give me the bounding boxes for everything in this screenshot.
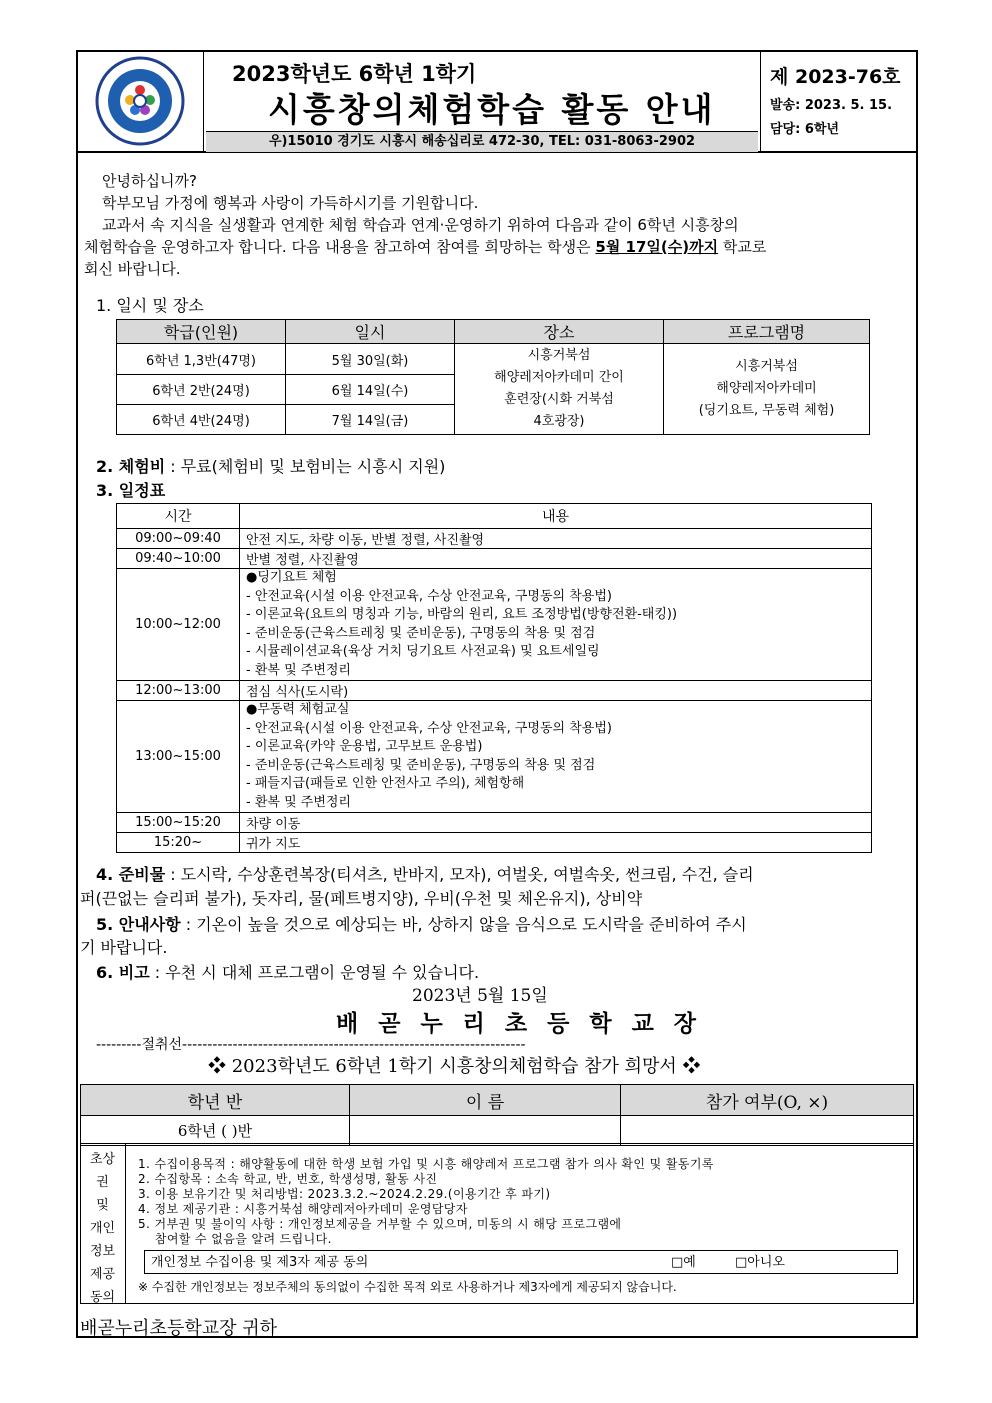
section-title [96, 478, 165, 501]
time-cell: 15:00~15:20 [117, 813, 240, 833]
program-cell [664, 344, 870, 435]
section-text: : 무료(체험비 및 보험비는 시흥시 지원) [170, 457, 446, 476]
section-text: : 기온이 높을 것으로 예상되는 바, 상하지 않을 음식으로 도시락을 준비하여 주시 [185, 915, 747, 934]
title-divider [760, 52, 761, 151]
program-line: 해양레저아카데미 [716, 381, 817, 396]
schedule-location-table [116, 319, 870, 435]
in-charge: 담당: 6학년 [770, 122, 840, 137]
header-subtitle: 2023학년도 6학년 1학기 [232, 62, 477, 86]
section-label: 6. 비고 [96, 963, 150, 982]
time-cell: 13:00~15:00 [117, 701, 240, 813]
time-cell: 15:20~ [117, 833, 240, 853]
document-number: 제 2023-76호 [770, 66, 901, 88]
content-cell: 반별 정렬, 사진촬영 [240, 549, 872, 569]
place-line: 해양레저아카데미 간이 [494, 370, 624, 385]
page-title: 시흥창의체험학습 활동 안내 [268, 90, 716, 129]
privacy-item: 참여할 수 없음을 알려 드립니다. [138, 1232, 332, 1246]
time-cell: 09:40~10:00 [117, 549, 240, 569]
place-line: 4호광장) [533, 414, 585, 429]
place-line: 훈련장(시화 거북섬 [504, 392, 614, 407]
label-line: 개인 [89, 1221, 116, 1236]
table-cell: 5월 30일(화) [286, 344, 455, 375]
label-line: 제공 [89, 1267, 116, 1282]
reply-deadline: 5월 17일(수)까지 [595, 238, 719, 256]
label-line: 초상 [89, 1152, 116, 1167]
section-text: 퍼(끈없는 슬리퍼 불가), 돗자리, 물(페트병지양), 우비(우천 및 체온유지), 상비약 [80, 889, 643, 908]
column-header: 일시 [286, 320, 455, 344]
content-line: - 안전교육(시설 이용 안전교육, 수상 안전교육, 구명동의 착용법) [246, 588, 612, 604]
content-cell: 차량 이동 [240, 813, 872, 833]
content-cell [240, 569, 872, 681]
content-line: - 안전교육(시설 이용 안전교육, 수상 안전교육, 구명동의 착용법) [246, 720, 612, 736]
greeting: 안녕하십니까? [102, 172, 197, 190]
content-line: - 패들지급(패들로 인한 안전사고 주의), 체험항해 [246, 776, 525, 791]
consent-yes-checkbox[interactable]: □예 [671, 1255, 696, 1270]
section-remarks [96, 960, 479, 983]
content-cell: 귀가 지도 [240, 833, 872, 853]
consent-no-checkbox[interactable]: □아니오 [735, 1255, 785, 1270]
time-cell: 09:00~09:40 [117, 529, 240, 549]
intro-line: 회신 바랍니다. [84, 260, 181, 278]
label-line: 정보 [89, 1244, 116, 1259]
table-cell: 6학년 2반(24명) [117, 375, 286, 405]
content-line: - 이론교육(카약 운용법, 고무보트 운용법) [246, 739, 483, 754]
consent-box [144, 1250, 898, 1274]
privacy-items [138, 1157, 714, 1247]
section-title: 1. 일시 및 장소 [96, 296, 204, 315]
intro-text: 학교로 [722, 238, 767, 256]
section-notice [96, 912, 747, 935]
intro-line [84, 236, 766, 258]
name-field[interactable] [350, 1116, 621, 1146]
timetable [116, 503, 872, 853]
content-line: - 환복 및 주변정리 [246, 662, 351, 678]
column-header: 이 름 [350, 1085, 621, 1116]
content-cell: 안전 지도, 차량 이동, 반별 정렬, 사진촬영 [240, 529, 872, 549]
label-line: 동의 [89, 1290, 116, 1305]
column-header: 학급(인원) [117, 320, 286, 344]
content-line: - 이론교육(요트의 명칭과 기능, 바람의 원리, 요트 조정방법(방향전환-태킹)) [246, 607, 678, 622]
privacy-item: 2. 수집항목 : 소속 학교, 반, 번호, 학생성명, 활동 사진 [138, 1172, 438, 1186]
label-line: 및 [96, 1198, 109, 1213]
class-field[interactable]: 6학년 ( )반 [81, 1116, 350, 1146]
section-supplies [96, 862, 754, 885]
content-line: - 시뮬레이션교육(육상 거치 딩기요트 사전교육) 및 요트세일링 [246, 644, 600, 659]
column-header: 학년 반 [81, 1085, 350, 1116]
table-cell: 6월 14일(수) [286, 375, 455, 405]
label-line: 권 [96, 1175, 109, 1190]
privacy-item: 4. 정보 제공기관 : 시흥거북섬 해양레저아카데미 운영담당자 [138, 1202, 468, 1216]
section-text: : 도시락, 수상훈련복장(티셔츠, 반바지, 모자), 여벌옷, 여벌속옷, 썬크림, 수건, 슬리 [170, 865, 754, 884]
closing-date: 2023년 5월 15일 [412, 986, 548, 1006]
content-line: ●딩기요트 체험 [246, 570, 337, 585]
program-line: 시흥거북섬 [735, 359, 798, 374]
content-line: ●무동력 체험교실 [246, 702, 350, 717]
column-header: 시간 [117, 504, 240, 529]
privacy-item: 5. 거부권 및 불이익 사항 : 개인정보제공을 거부할 수 있으며, 미동의 시 해당 프로그램에 [138, 1217, 622, 1231]
consent-label: 개인정보 수집이용 및 제3자 제공 동의 [151, 1255, 369, 1270]
privacy-note: ※ 수집한 개인정보는 정보주체의 동의없이 수집한 목적 외로 사용하거나 제3자에게 제공되지 않습니다. [138, 1280, 677, 1294]
content-cell [240, 701, 872, 813]
time-cell: 10:00~12:00 [117, 569, 240, 681]
school-emblem-icon [90, 56, 190, 146]
content-cell: 점심 식사(도시락) [240, 681, 872, 701]
logo-divider [203, 52, 204, 151]
section-label: 2. 체험비 [96, 457, 166, 476]
place-line: 시흥거북섬 [527, 348, 591, 363]
intro-text: 체험학습을 운영하고자 합니다. 다음 내용을 참고하여 참여를 희망하는 학생은 [84, 238, 591, 256]
intro-line: 교과서 속 지식을 실생활과 연계한 체험 학습과 연계·운영하기 위하여 다음과 같이 6학년 시흥창의 [102, 216, 739, 234]
section-label: 5. 안내사항 [96, 915, 181, 934]
content-line: - 환복 및 주변정리 [246, 794, 351, 810]
participation-field[interactable] [621, 1116, 914, 1146]
column-header: 참가 여부(O, ×) [621, 1085, 914, 1116]
section-text: : 우천 시 대체 프로그램이 운영될 수 있습니다. [154, 963, 480, 982]
table-cell: 6학년 1,3반(47명) [117, 344, 286, 375]
intro-line: 학부모님 가정에 행복과 사랑이 가득하시기를 기원합니다. [102, 194, 479, 212]
content-line: - 준비운동(근육스트레칭 및 준비운동), 구명동의 착용 및 점검 [246, 625, 596, 641]
sent-date: 발송: 2023. 5. 15. [770, 98, 893, 113]
privacy-label [80, 1143, 126, 1304]
addressee: 배곧누리초등학교장 귀하 [80, 1318, 277, 1339]
school-address: 우)15010 경기도 시흥시 해송십리로 472-30, TEL: 031-8063-2902 [206, 131, 758, 152]
application-form-table [80, 1084, 914, 1146]
content-line: - 준비운동(근육스트레칭 및 준비운동), 구명동의 착용 및 점검 [246, 757, 596, 773]
section-label: 4. 준비물 [96, 865, 166, 884]
table-cell: 7월 14일(금) [286, 405, 455, 435]
column-header: 프로그램명 [664, 320, 870, 344]
time-cell: 12:00~13:00 [117, 681, 240, 701]
section-fee [96, 454, 445, 477]
form-title: ❖ 2023학년도 6학년 1학기 시흥창의체험학습 참가 희망서 ❖ [208, 1056, 701, 1077]
table-cell: 6학년 4반(24명) [117, 405, 286, 435]
section-label: 3. 일정표 [96, 481, 166, 500]
program-line: (딩기요트, 무동력 체험) [698, 403, 835, 418]
section-text: 기 바랍니다. [80, 938, 168, 957]
place-cell [455, 344, 664, 435]
privacy-item: 3. 이용 보유기간 및 처리방법: 2023.3.2.~2024.2.29.(이용기간 후 파기) [138, 1187, 551, 1201]
cut-line: ---------절취선-------------------------------------------------------------------- [96, 1037, 526, 1053]
principal-signature: 배 곧 누 리 초 등 학 교 장 [336, 1010, 703, 1037]
privacy-item: 1. 수집이용목적 : 해양활동에 대한 학생 보험 가입 및 시흥 해양레저 프로그램 참가 의사 확인 및 활동기록 [138, 1157, 714, 1171]
column-header: 내용 [240, 504, 872, 529]
column-header: 장소 [455, 320, 664, 344]
